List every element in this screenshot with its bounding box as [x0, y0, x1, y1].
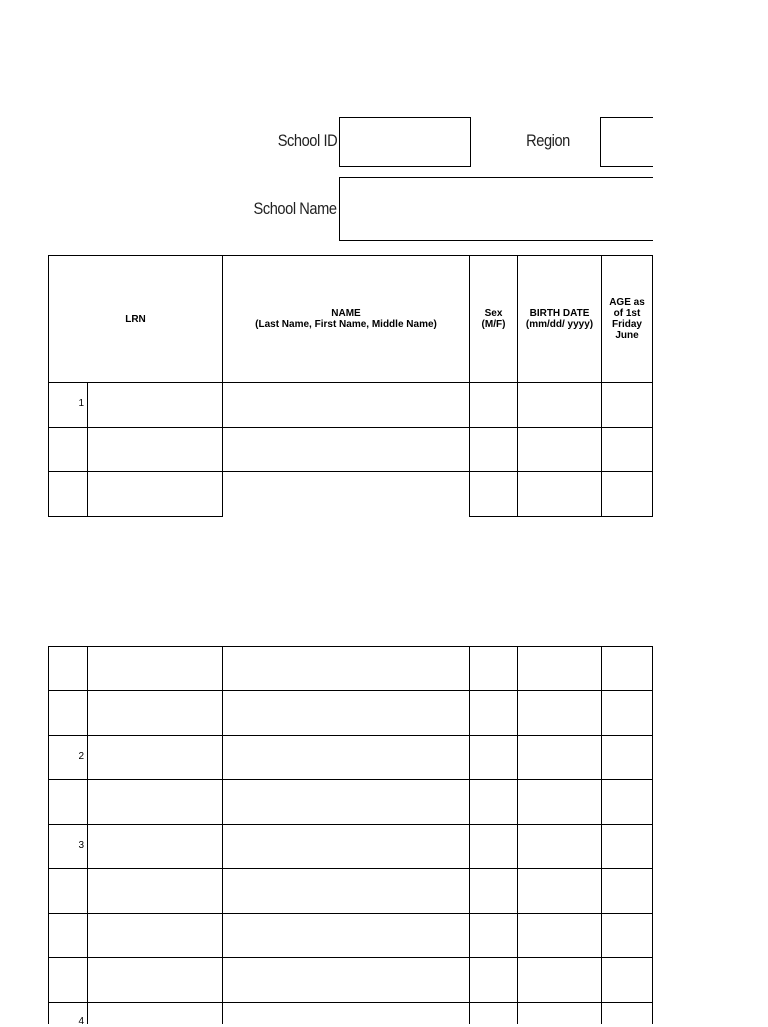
column-header-sex: Sex (M/F) — [481, 308, 506, 330]
row-number: 3 — [78, 840, 84, 851]
row-number: 2 — [78, 751, 84, 762]
region-field[interactable] — [600, 117, 653, 167]
column-header-name: NAME (Last Name, First Name, Middle Name) — [255, 308, 437, 330]
column-header-age: AGE as of 1st Friday June — [609, 297, 645, 341]
school-id-field[interactable] — [339, 117, 471, 167]
school-id-label: School ID — [277, 131, 337, 150]
school-name-label: School Name — [253, 199, 337, 218]
column-header-lrn: LRN — [125, 313, 146, 325]
school-name-field[interactable] — [339, 177, 653, 241]
column-header-birth-date: BIRTH DATE (mm/dd/ yyyy) — [525, 308, 594, 330]
region-label: Region — [526, 131, 570, 150]
row-number: 4 — [78, 1016, 84, 1027]
row-number: 1 — [78, 398, 84, 409]
